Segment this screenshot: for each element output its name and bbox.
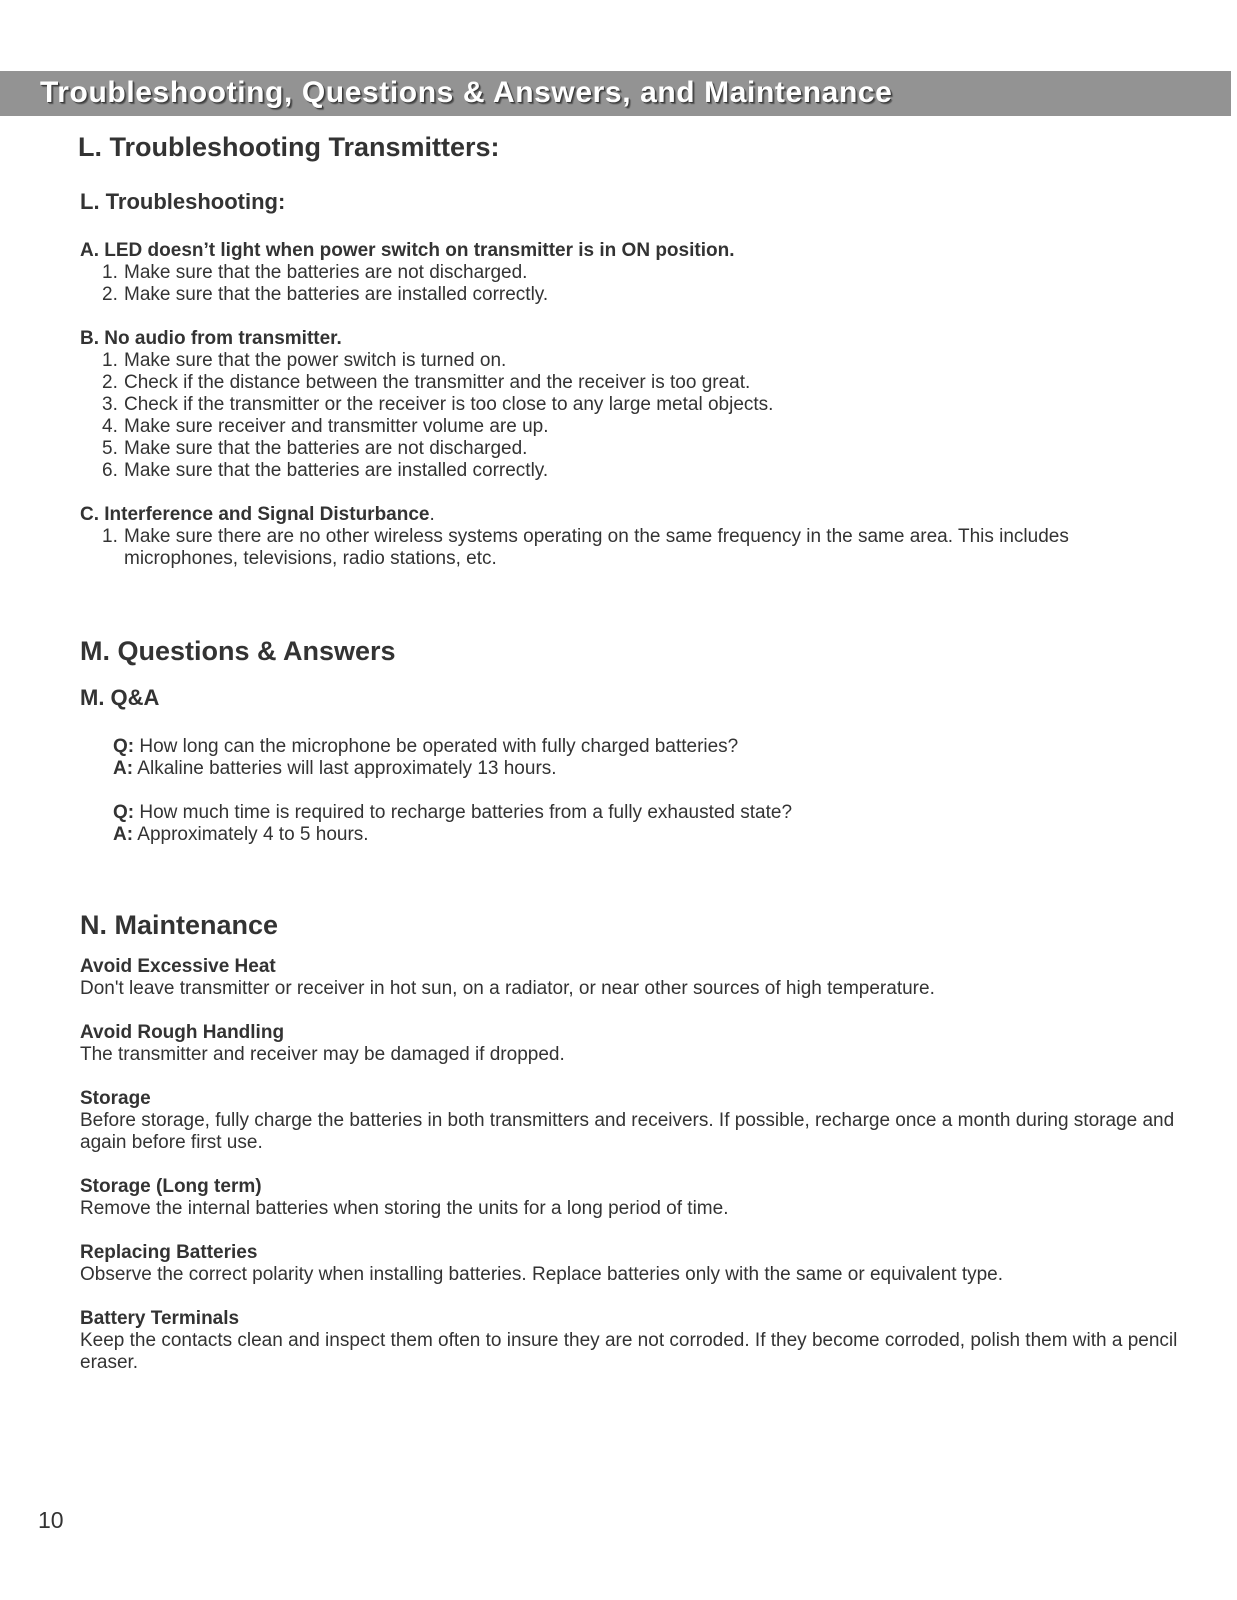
- maintenance-text: Remove the internal batteries when storing the units for a long period of time.: [80, 1198, 729, 1219]
- maintenance-text: Don't leave transmitter or receiver in hot sun, on a radiator, or near other sources of high temperature.: [80, 978, 935, 999]
- qa-pair: [80, 736, 1180, 780]
- qa-subheading: M. Q&A: [80, 685, 160, 710]
- list-item: 2. Make sure that the batteries are installed correctly.: [102, 284, 549, 305]
- answer: A: Approximately 4 to 5 hours.: [113, 824, 369, 845]
- maintenance-entry: [80, 1088, 1180, 1154]
- question: Q: How long can the microphone be operated with fully charged batteries?: [113, 736, 739, 757]
- list-item: 6. Make sure that the batteries are installed correctly.: [102, 460, 549, 481]
- answer: A: Alkaline batteries will last approximately 13 hours.: [113, 758, 557, 779]
- page-number: 10: [38, 1507, 64, 1533]
- maintenance-text: Observe the correct polarity when installing batteries. Replace batteries only with the same or equivalent type.: [80, 1264, 1004, 1285]
- problem-c: [80, 504, 1180, 570]
- maintenance-entry: [80, 1176, 1180, 1220]
- list-item: 5. Make sure that the batteries are not discharged.: [102, 438, 528, 459]
- maintenance-title: Replacing Batteries: [80, 1242, 258, 1263]
- problem-title: B. No audio from transmitter.: [80, 328, 342, 349]
- problem-title: A. LED doesn’t light when power switch on transmitter is in ON position.: [80, 240, 735, 261]
- maintenance-text: The transmitter and receiver may be damaged if dropped.: [80, 1044, 565, 1065]
- section-banner: [0, 71, 1231, 116]
- maintenance-text: Keep the contacts clean and inspect them often to insure they are not corroded. If they become corroded, polish them with a pencil eraser.: [80, 1330, 1178, 1373]
- list-item: 1. Make sure that the power switch is turned on.: [102, 350, 507, 371]
- maintenance-entry: [80, 1022, 1180, 1066]
- list-item: 1. Make sure there are no other wireless systems operating on the same frequency in the same area. This includes microphones, televisions, radio stations, etc.: [102, 526, 1069, 569]
- maintenance-title: Storage: [80, 1088, 151, 1109]
- maintenance-entry: [80, 956, 1180, 1000]
- list-item: 2. Check if the distance between the transmitter and the receiver is too great.: [102, 372, 751, 393]
- problem-b: [80, 328, 1180, 482]
- list-item: 3. Check if the transmitter or the receiver is too close to any large metal objects.: [102, 394, 774, 415]
- maintenance-title: Avoid Rough Handling: [80, 1022, 285, 1043]
- banner-title: Troubleshooting, Questions & Answers, and Maintenance: [40, 76, 893, 109]
- question: Q: How much time is required to recharge batteries from a fully exhausted state?: [113, 802, 793, 823]
- problem-a: [80, 240, 1180, 306]
- qa-pair: [80, 802, 1180, 846]
- troubleshooting-heading: L. Troubleshooting Transmitters:: [78, 132, 500, 162]
- list-item: 4. Make sure receiver and transmitter volume are up.: [102, 416, 549, 437]
- maintenance-title: Avoid Excessive Heat: [80, 956, 276, 977]
- maintenance-heading: N. Maintenance: [80, 910, 279, 940]
- page-content: [80, 130, 1180, 1374]
- list-item: 1. Make sure that the batteries are not discharged.: [102, 262, 528, 283]
- maintenance-entry: [80, 1242, 1180, 1286]
- maintenance-title: Storage (Long term): [80, 1176, 262, 1197]
- maintenance-entry: [80, 1308, 1180, 1374]
- maintenance-text: Before storage, fully charge the batteries in both transmitters and receivers. If possible, recharge once a month during storage and again before first use.: [80, 1110, 1175, 1153]
- troubleshooting-subheading: L. Troubleshooting:: [80, 189, 286, 214]
- qa-heading: M. Questions & Answers: [80, 636, 396, 666]
- problem-title: C. Interference and Signal Disturbance.: [80, 504, 435, 525]
- maintenance-title: Battery Terminals: [80, 1308, 240, 1329]
